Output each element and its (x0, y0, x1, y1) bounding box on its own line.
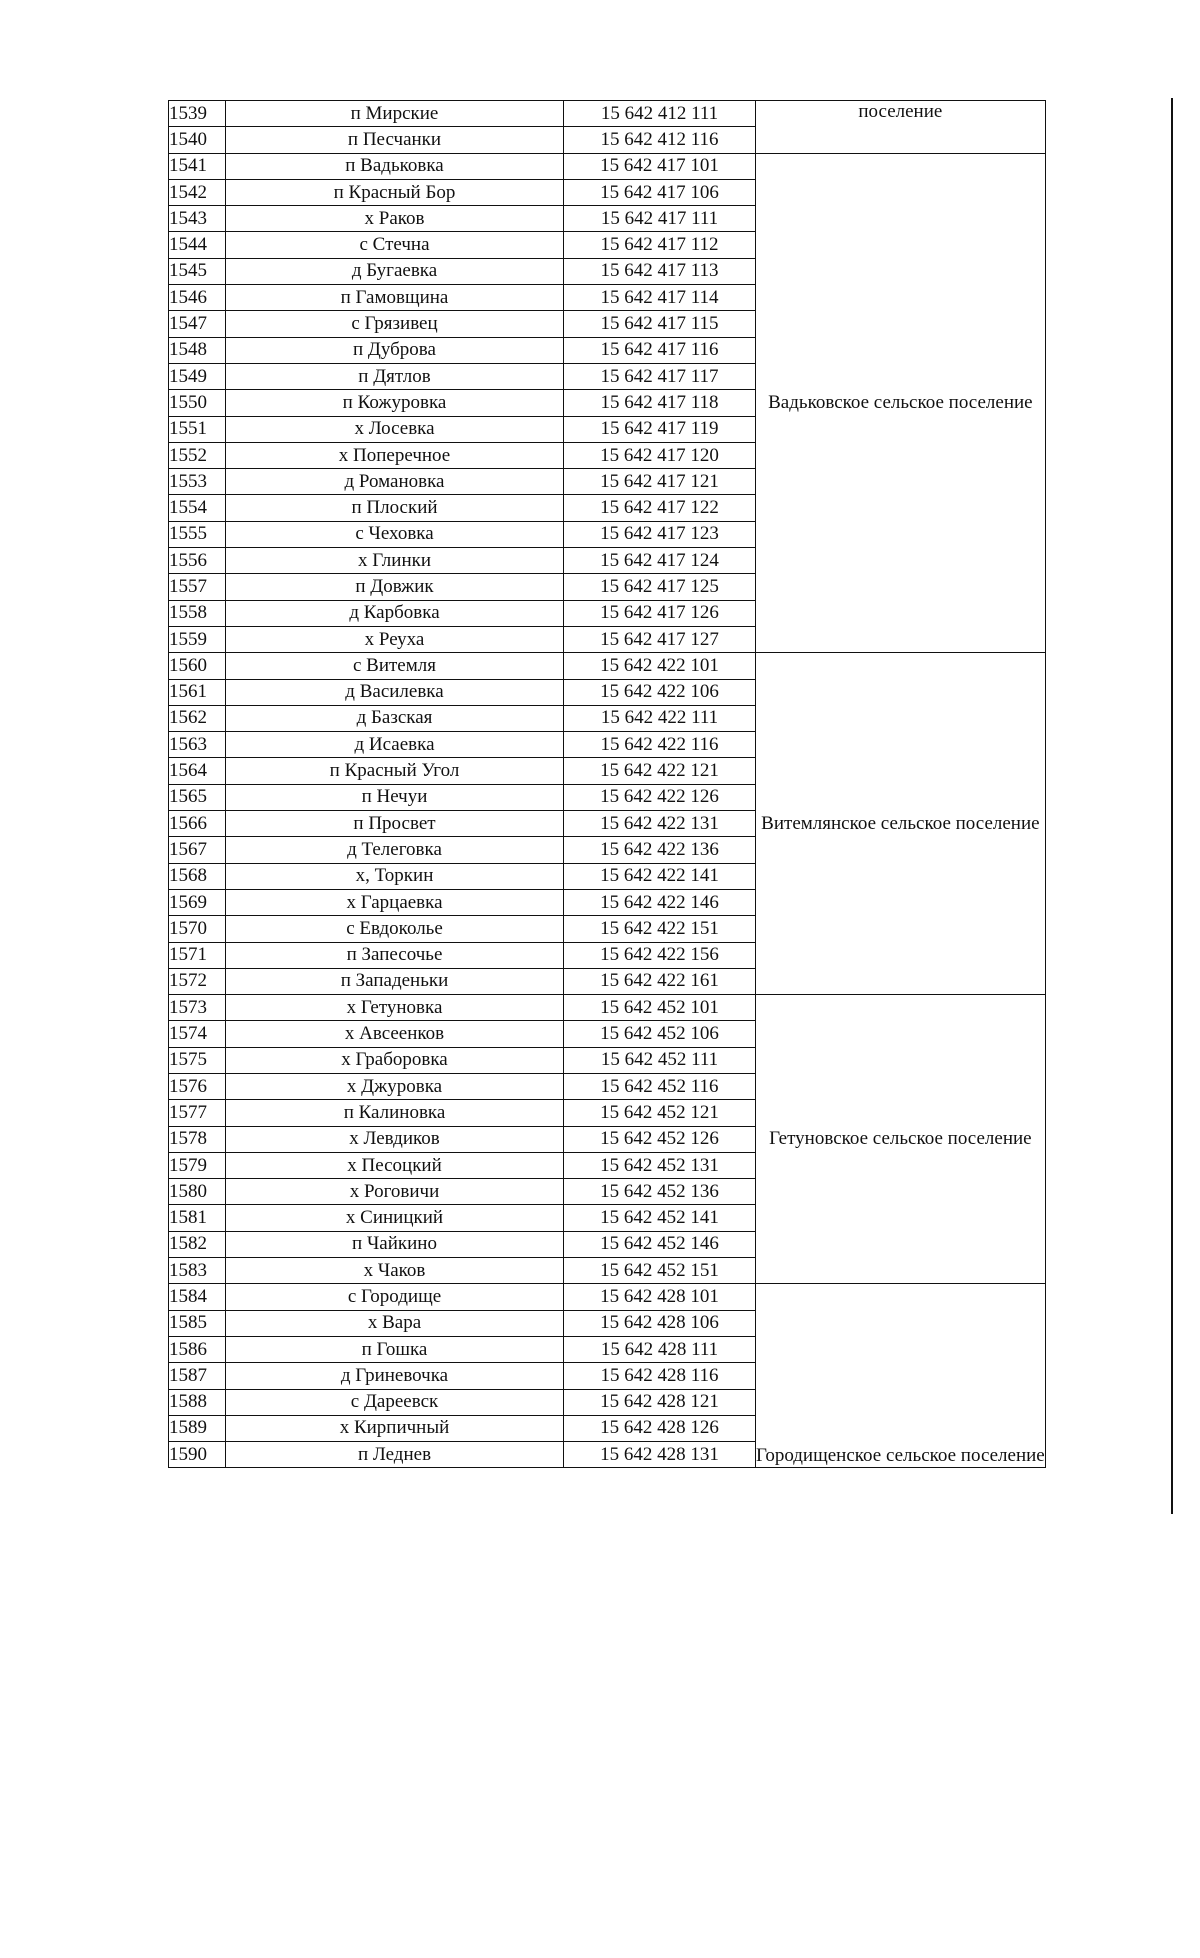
row-number: 1539 (169, 101, 226, 127)
row-number: 1566 (169, 811, 226, 837)
oktmo-code: 15 642 452 146 (564, 1231, 756, 1257)
row-number: 1540 (169, 127, 226, 153)
settlement-name: с Чеховка (226, 521, 564, 547)
row-number: 1573 (169, 995, 226, 1021)
oktmo-code: 15 642 422 116 (564, 732, 756, 758)
oktmo-code: 15 642 422 151 (564, 916, 756, 942)
row-number: 1549 (169, 363, 226, 389)
settlement-name: х Левдиков (226, 1126, 564, 1152)
settlement-name: х Чаков (226, 1258, 564, 1284)
table-row (169, 653, 1046, 679)
oktmo-code: 15 642 417 120 (564, 442, 756, 468)
settlement-name: п Запесочье (226, 942, 564, 968)
row-number: 1589 (169, 1415, 226, 1441)
settlement-name: х Лосевка (226, 416, 564, 442)
oktmo-code: 15 642 417 124 (564, 548, 756, 574)
settlement-name: п Калиновка (226, 1100, 564, 1126)
settlement-name: п Мирские (226, 101, 564, 127)
row-number: 1576 (169, 1073, 226, 1099)
oktmo-code: 15 642 452 121 (564, 1100, 756, 1126)
oktmo-code: 15 642 417 111 (564, 206, 756, 232)
settlement-name: п Красный Угол (226, 758, 564, 784)
table-row (169, 995, 1046, 1021)
oktmo-code: 15 642 422 131 (564, 811, 756, 837)
row-number: 1541 (169, 153, 226, 179)
oktmo-code: 15 642 417 125 (564, 574, 756, 600)
oktmo-code: 15 642 428 101 (564, 1284, 756, 1310)
row-number: 1550 (169, 390, 226, 416)
settlement-name: х Вара (226, 1310, 564, 1336)
settlement-table (168, 100, 1046, 1468)
row-number: 1575 (169, 1047, 226, 1073)
municipality-name: Витемлянское сельское поселение (756, 653, 1046, 995)
oktmo-code: 15 642 417 117 (564, 363, 756, 389)
settlement-name: х Роговичи (226, 1179, 564, 1205)
settlement-name: д Бугаевка (226, 258, 564, 284)
oktmo-code: 15 642 452 136 (564, 1179, 756, 1205)
row-number: 1553 (169, 469, 226, 495)
row-number: 1585 (169, 1310, 226, 1336)
row-number: 1567 (169, 837, 226, 863)
settlement-name: д Василевка (226, 679, 564, 705)
municipality-name: Городищенское сельское поселение (756, 1284, 1046, 1468)
row-number: 1562 (169, 705, 226, 731)
settlement-name: с Дареевск (226, 1389, 564, 1415)
row-number: 1564 (169, 758, 226, 784)
row-number: 1570 (169, 916, 226, 942)
settlement-name: х Джуровка (226, 1073, 564, 1099)
settlement-name: х Граборовка (226, 1047, 564, 1073)
row-number: 1587 (169, 1363, 226, 1389)
row-number: 1583 (169, 1258, 226, 1284)
settlement-name: п Леднев (226, 1442, 564, 1468)
row-number: 1560 (169, 653, 226, 679)
oktmo-code: 15 642 417 112 (564, 232, 756, 258)
oktmo-code: 15 642 417 115 (564, 311, 756, 337)
oktmo-code: 15 642 452 151 (564, 1258, 756, 1284)
oktmo-code: 15 642 422 161 (564, 968, 756, 994)
settlement-name: х Песоцкий (226, 1152, 564, 1178)
oktmo-code: 15 642 417 119 (564, 416, 756, 442)
row-number: 1555 (169, 521, 226, 547)
oktmo-code: 15 642 428 106 (564, 1310, 756, 1336)
settlement-name: х, Торкин (226, 863, 564, 889)
oktmo-code: 15 642 452 116 (564, 1073, 756, 1099)
row-number: 1577 (169, 1100, 226, 1126)
settlement-name: с Городище (226, 1284, 564, 1310)
oktmo-code: 15 642 428 126 (564, 1415, 756, 1441)
settlement-name: х Кирпичный (226, 1415, 564, 1441)
settlement-name: х Реуха (226, 626, 564, 652)
table-row (169, 153, 1046, 179)
settlement-name: с Евдоколье (226, 916, 564, 942)
oktmo-code: 15 642 428 121 (564, 1389, 756, 1415)
settlement-name: п Дятлов (226, 363, 564, 389)
oktmo-code: 15 642 417 121 (564, 469, 756, 495)
settlement-name: д Романовка (226, 469, 564, 495)
settlement-name: д Базская (226, 705, 564, 731)
oktmo-code: 15 642 422 136 (564, 837, 756, 863)
settlement-name: п Вадьковка (226, 153, 564, 179)
oktmo-code: 15 642 452 126 (564, 1126, 756, 1152)
row-number: 1543 (169, 206, 226, 232)
row-number: 1590 (169, 1442, 226, 1468)
settlement-name: п Чайкино (226, 1231, 564, 1257)
row-number: 1554 (169, 495, 226, 521)
municipality-name: Вадьковское сельское поселение (756, 153, 1046, 653)
settlement-name: п Просвет (226, 811, 564, 837)
row-number: 1568 (169, 863, 226, 889)
municipality-name: Гетуновское сельское поселение (756, 995, 1046, 1284)
oktmo-code: 15 642 422 146 (564, 889, 756, 915)
oktmo-code: 15 642 428 111 (564, 1336, 756, 1362)
row-number: 1586 (169, 1336, 226, 1362)
oktmo-code: 15 642 417 126 (564, 600, 756, 626)
settlement-name: п Нечуи (226, 784, 564, 810)
settlement-name: д Телеговка (226, 837, 564, 863)
settlement-register (168, 100, 1046, 1468)
row-number: 1582 (169, 1231, 226, 1257)
row-number: 1542 (169, 179, 226, 205)
row-number: 1544 (169, 232, 226, 258)
row-number: 1584 (169, 1284, 226, 1310)
settlement-name: х Синицкий (226, 1205, 564, 1231)
settlement-name: п Кожуровка (226, 390, 564, 416)
oktmo-code: 15 642 417 123 (564, 521, 756, 547)
oktmo-code: 15 642 422 111 (564, 705, 756, 731)
settlement-name: п Дуброва (226, 337, 564, 363)
row-number: 1574 (169, 1021, 226, 1047)
row-number: 1559 (169, 626, 226, 652)
settlement-name: х Гетуновка (226, 995, 564, 1021)
row-number: 1588 (169, 1389, 226, 1415)
row-number: 1580 (169, 1179, 226, 1205)
oktmo-code: 15 642 422 106 (564, 679, 756, 705)
row-number: 1557 (169, 574, 226, 600)
oktmo-code: 15 642 422 101 (564, 653, 756, 679)
settlement-table-body (169, 101, 1046, 1468)
settlement-name: п Гамовщина (226, 285, 564, 311)
oktmo-code: 15 642 417 127 (564, 626, 756, 652)
settlement-name: п Красный Бор (226, 179, 564, 205)
settlement-name: д Гриневочка (226, 1363, 564, 1389)
settlement-name: д Карбовка (226, 600, 564, 626)
row-number: 1546 (169, 285, 226, 311)
settlement-name: с Грязивец (226, 311, 564, 337)
oktmo-code: 15 642 452 131 (564, 1152, 756, 1178)
settlement-name: п Западеньки (226, 968, 564, 994)
settlement-name: х Гарцаевка (226, 889, 564, 915)
oktmo-code: 15 642 417 106 (564, 179, 756, 205)
settlement-name: х Авсеенков (226, 1021, 564, 1047)
oktmo-code: 15 642 417 118 (564, 390, 756, 416)
settlement-name: д Исаевка (226, 732, 564, 758)
oktmo-code: 15 642 422 156 (564, 942, 756, 968)
row-number: 1578 (169, 1126, 226, 1152)
table-row (169, 1284, 1046, 1310)
row-number: 1579 (169, 1152, 226, 1178)
oktmo-code: 15 642 422 126 (564, 784, 756, 810)
oktmo-code: 15 642 422 121 (564, 758, 756, 784)
oktmo-code: 15 642 417 122 (564, 495, 756, 521)
oktmo-code: 15 642 417 113 (564, 258, 756, 284)
oktmo-code: 15 642 452 106 (564, 1021, 756, 1047)
settlement-name: х Глинки (226, 548, 564, 574)
settlement-name: п Довжик (226, 574, 564, 600)
oktmo-code: 15 642 428 116 (564, 1363, 756, 1389)
settlement-name: п Плоский (226, 495, 564, 521)
oktmo-code: 15 642 417 114 (564, 285, 756, 311)
row-number: 1548 (169, 337, 226, 363)
oktmo-code: 15 642 452 111 (564, 1047, 756, 1073)
settlement-name: п Песчанки (226, 127, 564, 153)
page-right-rule (1171, 98, 1173, 1514)
row-number: 1551 (169, 416, 226, 442)
row-number: 1561 (169, 679, 226, 705)
settlement-name: х Поперечное (226, 442, 564, 468)
row-number: 1547 (169, 311, 226, 337)
row-number: 1556 (169, 548, 226, 574)
oktmo-code: 15 642 412 111 (564, 101, 756, 127)
oktmo-code: 15 642 417 116 (564, 337, 756, 363)
row-number: 1569 (169, 889, 226, 915)
oktmo-code: 15 642 452 101 (564, 995, 756, 1021)
settlement-name: х Раков (226, 206, 564, 232)
oktmo-code: 15 642 417 101 (564, 153, 756, 179)
settlement-name: п Гошка (226, 1336, 564, 1362)
oktmo-code: 15 642 428 131 (564, 1442, 756, 1468)
settlement-name: с Витемля (226, 653, 564, 679)
row-number: 1565 (169, 784, 226, 810)
row-number: 1558 (169, 600, 226, 626)
municipality-name: поселение (756, 101, 1046, 154)
table-row (169, 101, 1046, 127)
row-number: 1545 (169, 258, 226, 284)
row-number: 1552 (169, 442, 226, 468)
oktmo-code: 15 642 412 116 (564, 127, 756, 153)
row-number: 1572 (169, 968, 226, 994)
settlement-name: с Стечна (226, 232, 564, 258)
row-number: 1581 (169, 1205, 226, 1231)
oktmo-code: 15 642 422 141 (564, 863, 756, 889)
oktmo-code: 15 642 452 141 (564, 1205, 756, 1231)
row-number: 1563 (169, 732, 226, 758)
row-number: 1571 (169, 942, 226, 968)
